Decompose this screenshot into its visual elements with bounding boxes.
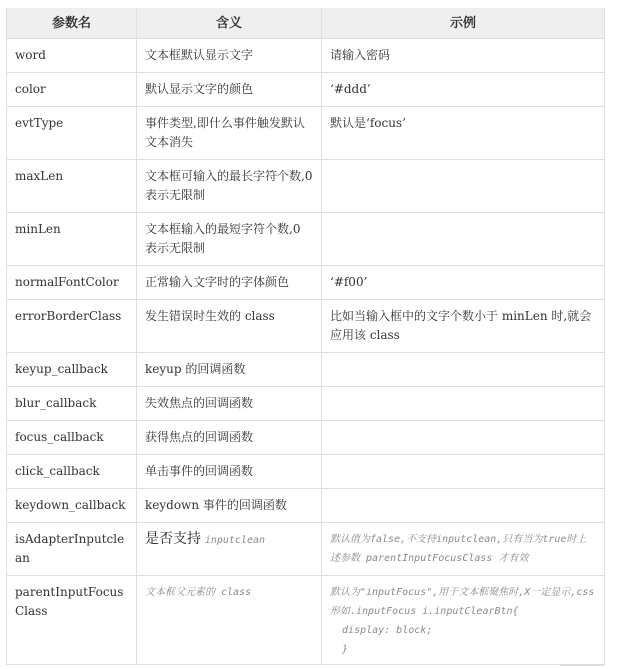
param-meaning: 单击事件的回调函数 [137,455,322,489]
bottom-edge-divider [560,665,604,666]
table-row [7,160,605,213]
param-example [322,353,605,387]
param-example [322,489,605,523]
param-name: maxLen [7,160,137,213]
table-row [7,353,605,387]
param-name: isAdapterInputclean [7,523,137,576]
header-example: 示例 [322,8,605,39]
table-row [7,421,605,455]
table-row [7,455,605,489]
param-meaning: 文本框可输入的最长字符个数,0 表示无限制 [137,160,322,213]
param-example [322,160,605,213]
param-example [322,213,605,266]
example-line-1: 默认为"inputFocus",用于文本框聚焦时,X一定显示,css形如.inputFocus i.inputClearBtn{ [330,587,595,617]
param-example [322,576,605,665]
param-example [322,421,605,455]
param-name: blur_callback [7,387,137,421]
param-meaning: 事件类型,即什么事件触发默认文本消失 [137,107,322,160]
header-param-name: 参数名 [7,8,137,39]
param-example: 请输入密码 [322,39,605,73]
param-name: keyup_callback [7,353,137,387]
param-example: 默认是‘focus’ [322,107,605,160]
param-name: errorBorderClass [7,300,137,353]
example-line-2: display: block; [330,625,433,636]
param-name: normalFontColor [7,266,137,300]
table-row [7,266,605,300]
param-example: 比如当输入框中的文字个数小于 minLen 时,就会应用该 class [322,300,605,353]
table-row [7,213,605,266]
param-meaning: 文本框输入的最短字符个数,0 表示无限制 [137,213,322,266]
param-name: keydown_callback [7,489,137,523]
param-meaning: 文本框父元素的 class [137,576,322,665]
param-meaning: keydown 事件的回调函数 [137,489,322,523]
param-example: ‘#ddd’ [322,73,605,107]
table-header-row [7,8,605,39]
table-row-parent-class [7,576,605,665]
param-name: parentInputFocusClass [7,576,137,665]
header-meaning: 含义 [137,8,322,39]
param-name: evtType [7,107,137,160]
param-example [322,455,605,489]
param-name: minLen [7,213,137,266]
example-line-3: } [330,644,349,655]
param-name: color [7,73,137,107]
table-row [7,73,605,107]
param-meaning: 正常输入文字时的字体颜色 [137,266,322,300]
param-meaning: 发生错误时生效的 class [137,300,322,353]
param-name: click_callback [7,455,137,489]
param-example: ‘#f00’ [322,266,605,300]
param-meaning [137,523,322,576]
param-example [322,387,605,421]
param-name: focus_callback [7,421,137,455]
param-meaning: 默认显示文字的颜色 [137,73,322,107]
table-row [7,300,605,353]
param-meaning: 获得焦点的回调函数 [137,421,322,455]
table-row [7,39,605,73]
param-meaning-code: inputclean [204,535,266,546]
param-meaning-text: 是否支持 [145,531,201,547]
param-name: word [7,39,137,73]
table-row [7,489,605,523]
table-row-adapter [7,523,605,576]
param-example: 默认值为false,不支持inputclean,只有当为true时上述参数 parentInputFocusClass 才有效 [322,523,605,576]
param-meaning: 失效焦点的回调函数 [137,387,322,421]
param-meaning: 文本框默认显示文字 [137,39,322,73]
table-row [7,107,605,160]
parameter-table [6,8,605,665]
param-meaning: keyup 的回调函数 [137,353,322,387]
table-row [7,387,605,421]
